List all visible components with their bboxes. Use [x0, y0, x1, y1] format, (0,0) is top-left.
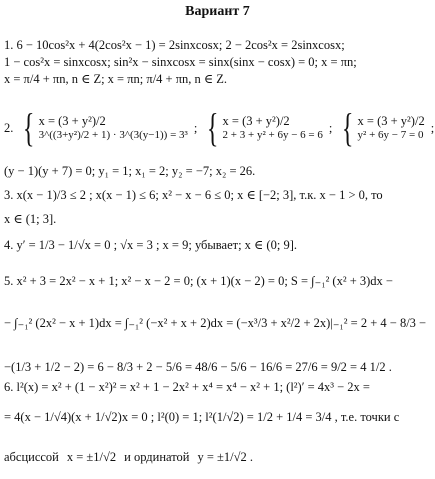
- problem-2-number: 2.: [4, 120, 14, 135]
- problem-1-line-2: 1 − cos²x = sinxcosx; sin²x − sinxcosx = sinx(sinx − cosx) = 0; x = πn;: [4, 55, 357, 69]
- system-1-eq-1: x = (3 + y²)/2: [38, 114, 106, 128]
- system-3: [338, 105, 425, 150]
- problem-6-line-2: = 4(x − 1/√4)(x + 1/√2)x = 0 ; l²(0) = 1; l²(1/√2) = 1/2 + 1/4 = 3/4 , т.е. точки с: [4, 410, 400, 424]
- problem-2-systems: 2. { x = (3 + y²)/2 3^((3+y²)/2 + 1) · 3^(3(y−1)) = 3³ ; { x = (3 + y²)/2 2 + 3 + y² + 6y − 6 = 6 ; { x = (3 + y²)/2 y² + 6y − 7 = 0 ;: [4, 105, 435, 150]
- problem-5-line-2: − ∫₋₁² (2x² − x + 1)dx = ∫₋₁² (−x² + x + 2)dx = (−x³/3 + x²/2 + 2x)|₋₁² = 2 + 4 − 8/3 −: [4, 316, 427, 330]
- problem-1-line-3: x = π/4 + πn, n ∈ Z; x = πn; π/4 + πn, n ∈ Z.: [4, 72, 228, 86]
- system-2-eq-2: 2 + 3 + y² + 6y − 6 = 6: [222, 129, 323, 141]
- abscissa-value: x = ±1/√2: [66, 450, 117, 464]
- system-2-eq-1: x = (3 + y²)/2: [222, 114, 290, 128]
- problem-1-line-1: 1. 6 − 10cos²x + 4(2cos²x − 1) = 2sinxcosx; 2 − 2cos²x = 2sinxcosx;: [4, 38, 345, 52]
- problem-5-line-3: −(1/3 + 1/2 − 2) = 6 − 8/3 + 2 − 5/6 = 48/6 − 5/6 − 16/6 = 27/6 = 9/2 = 4 1/2 .: [4, 360, 392, 374]
- system-3-eq-1: x = (3 + y²)/2: [357, 114, 425, 128]
- problem-4-line-1: 4. y′ = 1/3 − 1/√x = 0 ; √x = 3 ; x = 9; убывает; x ∈ (0; 9].: [4, 238, 297, 252]
- ordinate-label: и ординатой: [124, 450, 190, 464]
- ordinate-value: y = ±1/√2 .: [197, 450, 253, 464]
- problem-6-line-3: [4, 450, 431, 465]
- system-1-eq-2: 3^((3+y²)/2 + 1) · 3^(3(y−1)) = 3³: [38, 129, 188, 141]
- problem-6-line-1: 6. l²(x) = x² + (1 − x²)² = x² + 1 − 2x² + x⁴ = x⁴ − x² + 1; (l²)′ = 4x³ − 2x =: [4, 380, 370, 394]
- problem-3-line-2: x ∈ (1; 3].: [4, 212, 57, 226]
- problem-5-line-1: 5. x² + 3 = 2x² − x + 1; x² − x − 2 = 0; (x + 1)(x − 2) = 0; S = ∫₋₁² (x² + 3)dx −: [4, 274, 393, 288]
- brace-icon: {: [23, 105, 35, 150]
- brace-icon: {: [342, 105, 354, 150]
- variant-title: Вариант 7: [185, 4, 250, 19]
- abscissa-label: абсциссой: [4, 450, 59, 464]
- brace-icon: {: [207, 105, 219, 150]
- problem-3-line-1: 3. x(x − 1)/3 ≤ 2 ; x(x − 1) ≤ 6; x² − x − 6 ≤ 0; x ∈ [−2; 3], т.к. x − 1 > 0, то: [4, 188, 383, 202]
- problem-2-result: (y − 1)(y + 7) = 0; y₁ = 1; x₁ = 2; y₂ = −7; x₂ = 26.: [4, 164, 256, 178]
- system-3-eq-2: y² + 6y − 7 = 0: [357, 129, 424, 141]
- system-1: [19, 105, 188, 150]
- system-2: [203, 105, 323, 150]
